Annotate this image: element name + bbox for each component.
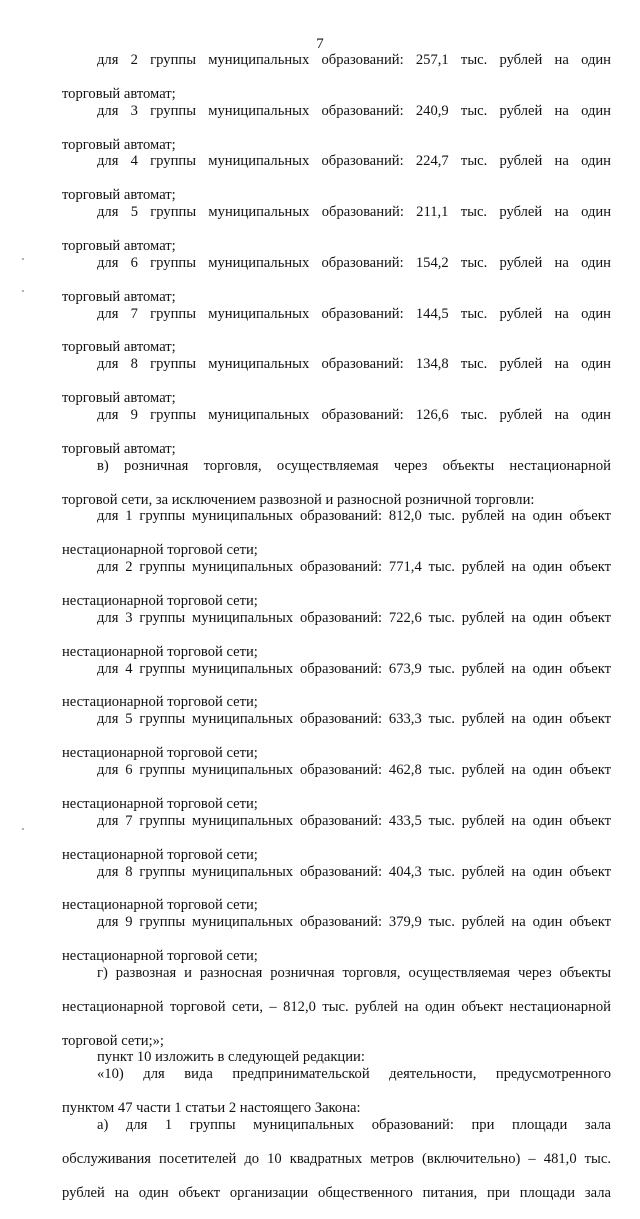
paragraph-continuation: торговый автомат; (62, 187, 176, 204)
scan-speck (22, 258, 24, 260)
paragraph-line: для 6 группы муниципальных образований: 154,2 тыс. рублей на один (97, 254, 611, 271)
paragraph-line: для 5 группы муниципальных образований: 633,3 тыс. рублей на один объект (97, 711, 611, 728)
paragraph-continuation: нестационарной торговой сети; (62, 542, 258, 559)
paragraph-point10-end: пунктом 47 части 1 статьи 2 настоящего Закона: (62, 1100, 361, 1117)
paragraph-line: для 5 группы муниципальных образований: 211,1 тыс. рублей на один (97, 204, 611, 221)
paragraph-line: для 8 группы муниципальных образований: 134,8 тыс. рублей на один (97, 356, 611, 373)
paragraph-line: для 9 группы муниципальных образований: 379,9 тыс. рублей на один объект (97, 914, 611, 931)
paragraph-continuation: торговой сети, за исключением развозной и разносной розничной торговли: (62, 491, 535, 508)
paragraph-line: для 2 группы муниципальных образований: 771,4 тыс. рублей на один объект (97, 559, 611, 576)
paragraph-item-g: г) развозная и разносная розничная торговля, осуществляемая через объекты (97, 964, 611, 981)
paragraph-continuation: нестационарной торговой сети; (62, 846, 258, 863)
paragraph-continuation: торговый автомат; (62, 288, 176, 305)
paragraph-line: для 8 группы муниципальных образований: 404,3 тыс. рублей на один объект (97, 863, 611, 880)
paragraph-item-g-end: торговой сети;»; (62, 1032, 164, 1049)
paragraph-continuation: торговый автомат; (62, 237, 176, 254)
paragraph-line: для 3 группы муниципальных образований: 722,6 тыс. рублей на один объект (97, 609, 611, 626)
paragraph-line: в) розничная торговля, осуществляемая через объекты нестационарной (97, 457, 611, 474)
paragraph-continuation: нестационарной торговой сети; (62, 593, 258, 609)
page-number: 7 (316, 36, 324, 52)
paragraph-point10: «10) для вида предпринимательской деятельности, предусмотренного (97, 1066, 611, 1083)
paragraph-line: для 7 группы муниципальных образований: 144,5 тыс. рублей на один (97, 305, 611, 322)
paragraph-line: для 1 группы муниципальных образований: 812,0 тыс. рублей на один объект (97, 508, 611, 525)
paragraph-continuation: нестационарной торговой сети; (62, 897, 258, 914)
paragraph-continuation: торговый автомат; (62, 440, 176, 457)
paragraph-continuation: нестационарной торговой сети; (62, 745, 258, 762)
paragraph-continuation: нестационарной торговой сети; (62, 694, 258, 711)
paragraph-continuation: торговый автомат; (62, 136, 176, 153)
paragraph-line: для 4 группы муниципальных образований: 673,9 тыс. рублей на один объект (97, 660, 611, 677)
paragraph-list (62, 52, 611, 965)
paragraph-line: для 9 группы муниципальных образований: 126,6 тыс. рублей на один (97, 407, 611, 424)
paragraph-item-a-cont: обслуживания посетителей до 10 квадратных метров (включительно) – 481,0 тыс. (62, 1150, 611, 1167)
scan-speck (22, 828, 24, 830)
paragraph-continuation: нестационарной торговой сети; (62, 795, 258, 812)
paragraph-line: для 2 группы муниципальных образований: 257,1 тыс. рублей на один (97, 52, 611, 68)
paragraph-continuation: торговый автомат; (62, 339, 176, 356)
paragraph-item-g-cont: нестационарной торговой сети, – 812,0 тыс. рублей на один объект нестационарной (62, 998, 611, 1015)
paragraph-continuation: нестационарной торговой сети; (62, 948, 258, 965)
paragraph-continuation: торговый автомат; (62, 390, 176, 407)
paragraph-item-a-cont2: рублей на один объект организации общественного питания, при площади зала (62, 1184, 611, 1201)
scan-speck (22, 290, 24, 292)
paragraph-point10-intro: пункт 10 изложить в следующей редакции: (97, 1049, 365, 1066)
paragraph-line: для 6 группы муниципальных образований: 462,8 тыс. рублей на один объект (97, 762, 611, 779)
document-body (62, 52, 611, 1219)
paragraph-item-a: а) для 1 группы муниципальных образований: при площади зала (97, 1117, 611, 1134)
paragraph-line: для 7 группы муниципальных образований: 433,5 тыс. рублей на один объект (97, 812, 611, 829)
paragraph-continuation: нестационарной торговой сети; (62, 643, 258, 660)
paragraph-continuation: торговый автомат; (62, 85, 176, 102)
paragraph-line: для 4 группы муниципальных образований: 224,7 тыс. рублей на один (97, 153, 611, 170)
paragraph-line: для 3 группы муниципальных образований: 240,9 тыс. рублей на один (97, 102, 611, 119)
